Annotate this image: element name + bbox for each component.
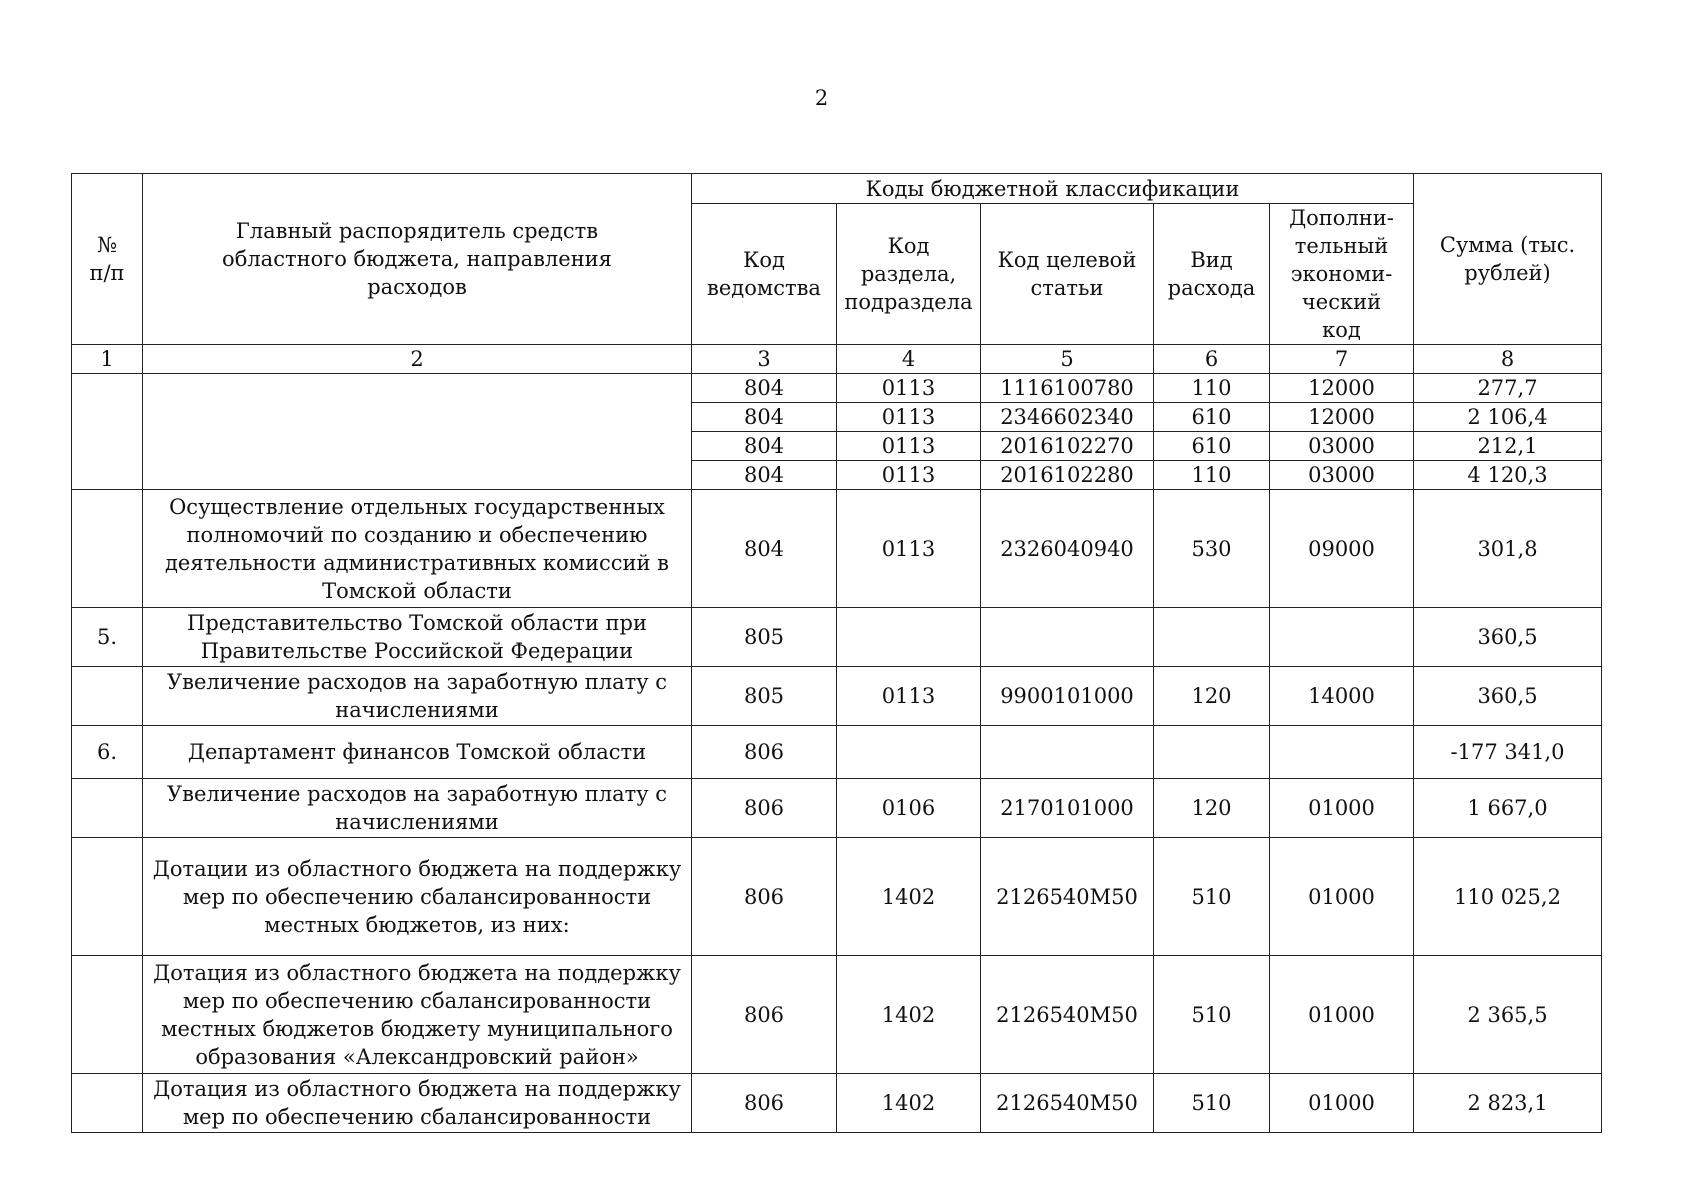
cell-name: Представительство Томской области при Правительстве Российской Федерации: [143, 608, 692, 667]
cell-cel: 2326040940: [981, 490, 1154, 608]
col-number: 5: [981, 345, 1154, 374]
cell-name: Дотация из областного бюджета на поддержку мер по обеспечению сбалансированности: [143, 1074, 692, 1133]
cell-cel: 2016102280: [981, 461, 1154, 490]
cell-sum: 301,8: [1414, 490, 1602, 608]
cell-vid: 510: [1154, 838, 1270, 956]
cell-cel: 2126540M50: [981, 1074, 1154, 1133]
cell-num: [72, 838, 143, 956]
cell-ved: 806: [692, 956, 837, 1074]
cell-dop: 01000: [1270, 956, 1414, 1074]
cell-sum: 2 106,4: [1414, 403, 1602, 432]
cell-num: 5.: [72, 608, 143, 667]
header-dop: Дополни-тельный экономи-ческий код: [1270, 204, 1414, 345]
cell-vid: 610: [1154, 403, 1270, 432]
cell-vid: [1154, 726, 1270, 779]
cell-num: [72, 956, 143, 1074]
cell-ved: 806: [692, 838, 837, 956]
cell-vid: [1154, 608, 1270, 667]
cell-razd: [837, 726, 981, 779]
col-number: 6: [1154, 345, 1270, 374]
cell-razd: 0113: [837, 403, 981, 432]
cell-ved: 804: [692, 490, 837, 608]
cell-name: Увеличение расходов на заработную плату с начислениями: [143, 667, 692, 726]
header-summa: Сумма (тыс. рублей): [1414, 174, 1602, 345]
cell-cel: 2170101000: [981, 779, 1154, 838]
cell-dop: 01000: [1270, 838, 1414, 956]
cell-ved: 806: [692, 726, 837, 779]
column-numbers-row: [72, 345, 1602, 374]
header-row-1: [72, 174, 1602, 204]
cell-sum: 212,1: [1414, 432, 1602, 461]
cell-dop: 12000: [1270, 403, 1414, 432]
header-kod-razd: Код раздела, подраздела: [837, 204, 981, 345]
table-row: [72, 490, 1602, 608]
cell-cel: 2126540M50: [981, 838, 1154, 956]
header-num: № п/п: [72, 174, 143, 345]
header-main: Главный распорядитель средств областного бюджета, направления расходов: [143, 174, 692, 345]
cell-sum: 110 025,2: [1414, 838, 1602, 956]
cell-cel: [981, 726, 1154, 779]
cell-razd: [837, 608, 981, 667]
table-row: [72, 1074, 1602, 1133]
cell-cel: 9900101000: [981, 667, 1154, 726]
cell-vid: 510: [1154, 956, 1270, 1074]
cell-name: Департамент финансов Томской области: [143, 726, 692, 779]
cell-ved: 804: [692, 403, 837, 432]
col-number: 7: [1270, 345, 1414, 374]
cell-razd: 0106: [837, 779, 981, 838]
cell-ved: 804: [692, 461, 837, 490]
cell-num: [72, 1074, 143, 1133]
cell-ved: 805: [692, 667, 837, 726]
table-row: [72, 956, 1602, 1074]
cell-razd: 0113: [837, 490, 981, 608]
col-number: 2: [143, 345, 692, 374]
header-codes-group: Коды бюджетной классификации: [692, 174, 1414, 204]
cell-dop: [1270, 726, 1414, 779]
cell-razd: 0113: [837, 374, 981, 403]
cell-razd: 1402: [837, 1074, 981, 1133]
cell-sum: 1 667,0: [1414, 779, 1602, 838]
cell-name: Дотации из областного бюджета на поддержку мер по обеспечению сбалансированности местных бюджетов, из них:: [143, 838, 692, 956]
cell-dop: 12000: [1270, 374, 1414, 403]
col-number: 4: [837, 345, 981, 374]
cell-razd: 0113: [837, 432, 981, 461]
cell-cel: 2346602340: [981, 403, 1154, 432]
cell-cel: 2016102270: [981, 432, 1154, 461]
cell-sum: 2 365,5: [1414, 956, 1602, 1074]
cell-dop: 01000: [1270, 779, 1414, 838]
cell-razd: 0113: [837, 461, 981, 490]
cell-name: Увеличение расходов на заработную плату с начислениями: [143, 779, 692, 838]
cell-dop: 03000: [1270, 432, 1414, 461]
header-kod-cel: Код целевой статьи: [981, 204, 1154, 345]
col-number: 3: [692, 345, 837, 374]
cell-name: Осуществление отдельных государственных полномочий по созданию и обеспечению деятельности административных комиссий в Томской области: [143, 490, 692, 608]
cell-name: Дотация из областного бюджета на поддержку мер по обеспечению сбалансированности местных бюджетов бюджету муниципального образования «Александровский район»: [143, 956, 692, 1074]
budget-table: [71, 173, 1602, 1133]
code-row: [72, 374, 1602, 403]
cell-sum: -177 341,0: [1414, 726, 1602, 779]
table-row: [72, 726, 1602, 779]
cell-dop: 03000: [1270, 461, 1414, 490]
cell-cel: 1116100780: [981, 374, 1154, 403]
cell-ved: 806: [692, 1074, 837, 1133]
cell-vid: 120: [1154, 779, 1270, 838]
cell-vid: 120: [1154, 667, 1270, 726]
cell-sum: 4 120,3: [1414, 461, 1602, 490]
cell-num: [72, 667, 143, 726]
cell-cel: 2126540M50: [981, 956, 1154, 1074]
table-row: [72, 838, 1602, 956]
cell-razd: 0113: [837, 667, 981, 726]
cell-vid: 510: [1154, 1074, 1270, 1133]
cell-vid: 530: [1154, 490, 1270, 608]
cell-dop: 09000: [1270, 490, 1414, 608]
header-kod-ved: Код ведомства: [692, 204, 837, 345]
cell-dop: 14000: [1270, 667, 1414, 726]
cell-sum: 360,5: [1414, 667, 1602, 726]
col-number: 8: [1414, 345, 1602, 374]
page-number: 2: [814, 86, 829, 110]
empty-cell: [143, 374, 692, 490]
header-vid: Вид расхода: [1154, 204, 1270, 345]
table-row: [72, 779, 1602, 838]
cell-razd: 1402: [837, 838, 981, 956]
cell-razd: 1402: [837, 956, 981, 1074]
cell-sum: 277,7: [1414, 374, 1602, 403]
col-number: 1: [72, 345, 143, 374]
table-row: [72, 667, 1602, 726]
cell-vid: 110: [1154, 461, 1270, 490]
cell-ved: 804: [692, 432, 837, 461]
cell-num: [72, 490, 143, 608]
cell-vid: 610: [1154, 432, 1270, 461]
cell-ved: 804: [692, 374, 837, 403]
cell-vid: 110: [1154, 374, 1270, 403]
cell-num: 6.: [72, 726, 143, 779]
cell-cel: [981, 608, 1154, 667]
cell-sum: 2 823,1: [1414, 1074, 1602, 1133]
cell-dop: 01000: [1270, 1074, 1414, 1133]
cell-ved: 805: [692, 608, 837, 667]
cell-dop: [1270, 608, 1414, 667]
cell-sum: 360,5: [1414, 608, 1602, 667]
table-row: [72, 608, 1602, 667]
cell-num: [72, 779, 143, 838]
cell-ved: 806: [692, 779, 837, 838]
empty-cell: [72, 374, 143, 490]
